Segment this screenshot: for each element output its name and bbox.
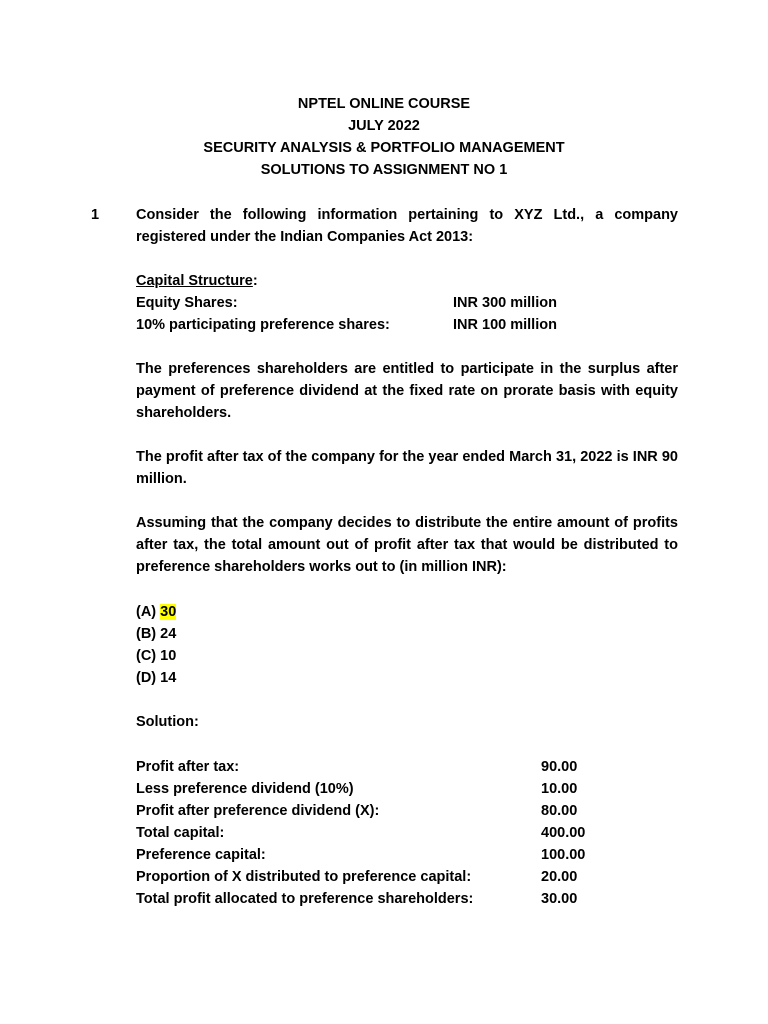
solution-row [136,844,678,866]
solution-row-label: Total profit allocated to preference shareholders: [136,891,474,907]
capital-structure-heading-line [136,270,678,292]
option-d [136,667,678,689]
solution-row-value: 400.00 [541,825,586,841]
capital-structure-heading: Capital Structure [136,273,253,289]
option-prefix: (C) [136,648,161,664]
course-title: NPTEL ONLINE COURSE [297,96,471,112]
solution-row-value: 80.00 [541,803,578,819]
solution-row [136,778,678,800]
option-value-highlighted: 30 [160,604,177,620]
capital-row [136,292,678,314]
course-date: JULY 2022 [348,118,420,134]
solution-row-value: 20.00 [541,869,578,885]
solution-row-label: Total capital: [136,825,225,841]
question-number: 1 [91,207,100,223]
option-value: 24 [160,626,177,642]
capital-row-value: INR 300 million [453,295,557,311]
solution-row-label: Preference capital: [136,847,266,863]
option-value: 10 [160,648,177,664]
question-paragraph-1: The preferences shareholders are entitled to participate in the surplus after payment of preference dividend at the fixed rate on prorate basis with equity shareholders. [136,361,678,421]
option-b [136,623,678,645]
option-value: 14 [160,670,177,686]
solution-row-value: 100.00 [541,847,586,863]
solution-row-label: Less preference dividend (10%) [136,781,354,797]
capital-row [136,314,678,336]
document-header [0,93,768,181]
question-paragraph-2: The profit after tax of the company for the year ended March 31, 2022 is INR 90 million. [136,449,678,487]
question-paragraph-3: Assuming that the company decides to distribute the entire amount of profits after tax, the total amount out of profit after tax that would be distributed to preference shareholders works out to (in million INR): [136,515,678,575]
option-prefix: (B) [136,626,161,642]
solution-row-value: 30.00 [541,891,578,907]
option-a [136,601,678,623]
solution-row-label: Profit after preference dividend (X): [136,803,380,819]
course-subject: SECURITY ANALYSIS & PORTFOLIO MANAGEMENT [203,140,565,156]
solution-row [136,888,678,910]
solution-table [136,756,678,910]
solution-row [136,800,678,822]
question-intro: Consider the following information pertaining to XYZ Ltd., a company registered under the Indian Companies Act 2013: [136,207,678,245]
option-prefix: (D) [136,670,161,686]
solution-row-value: 10.00 [541,781,578,797]
answer-options [136,601,678,689]
option-prefix: (A) [136,604,161,620]
solution-row [136,756,678,778]
capital-row-label: Equity Shares: [136,295,238,311]
solution-row [136,822,678,844]
assignment-title: SOLUTIONS TO ASSIGNMENT NO 1 [260,162,508,178]
solution-row-label: Proportion of X distributed to preference capital: [136,869,472,885]
capital-structure-colon: : [252,273,258,289]
solution-row [136,866,678,888]
capital-row-label: 10% participating preference shares: [136,317,390,333]
solution-row-value: 90.00 [541,759,578,775]
capital-structure-block [136,270,678,336]
solution-heading: Solution: [136,714,199,730]
capital-row-value: INR 100 million [453,317,557,333]
option-c [136,645,678,667]
solution-row-label: Profit after tax: [136,759,240,775]
